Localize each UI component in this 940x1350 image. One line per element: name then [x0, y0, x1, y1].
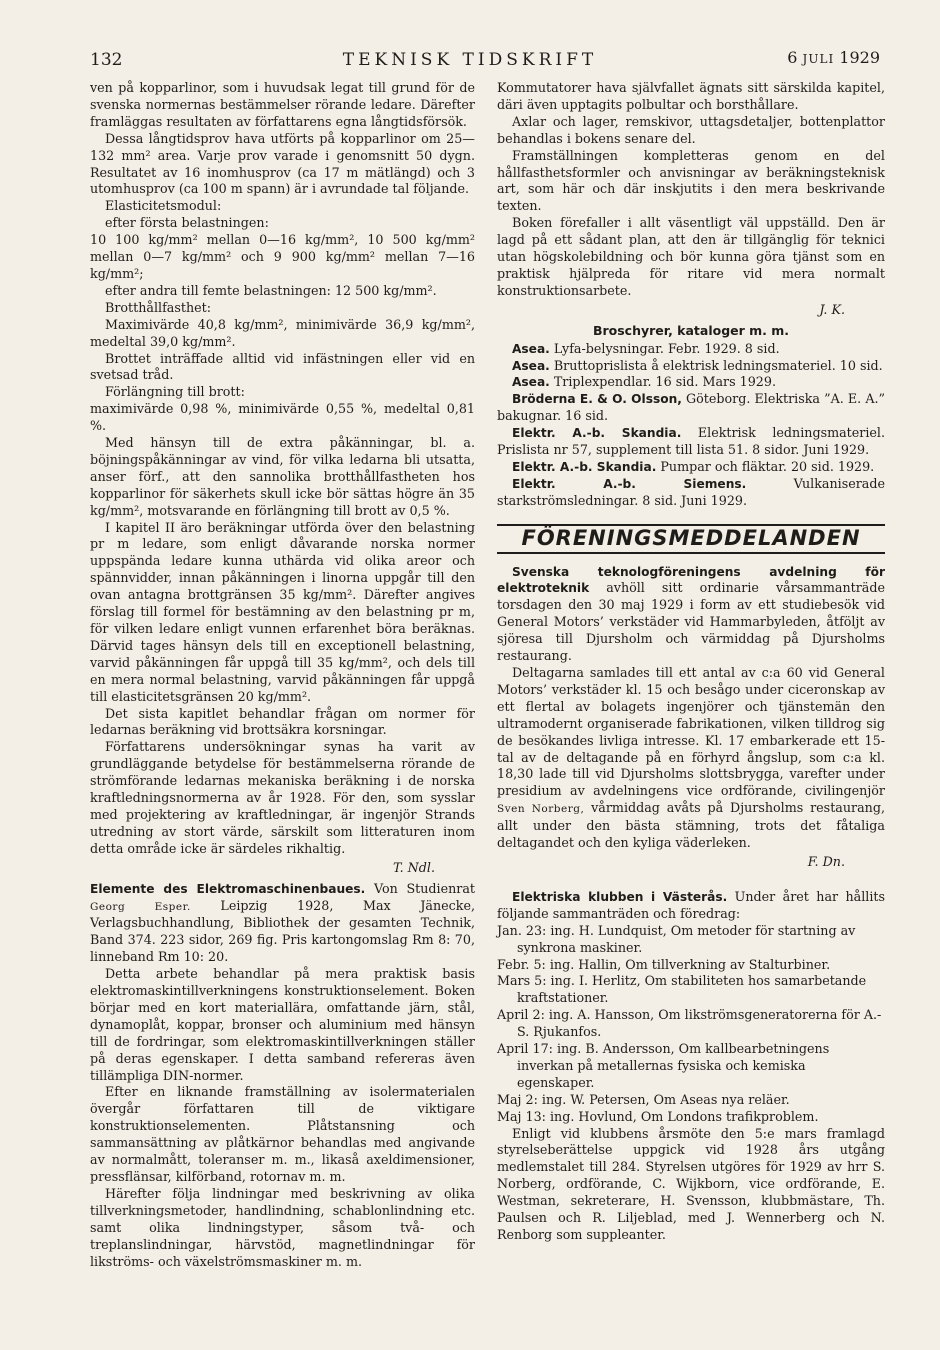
paragraph: Enligt vid klubbens årsmöte den 5:e mars framlagd styrelseberättelse uppgick vid 1928 års utgång medlemstalet till 284. Styrelsen utgöres för 1929 av hrr S. Norberg, ordförande, C. Wijkborn, vice ordförande, E. Westman, sekreterare, H. Svensson, klubbmästare, Th. Paulsen och R. Liljeblad, med J. Wennerberg och N. Renborg som suppleanter. [497, 1125, 885, 1242]
paragraph: Brottet inträffade alltid vid infästningen eller vid en svetsad tråd. [90, 350, 475, 383]
brochure-item [497, 358, 885, 375]
paragraph: efter första belastningen: [105, 215, 269, 231]
brochure-text: Vulkaniserade starkströmsledningar. 8 sid. Juni 1929. [497, 475, 885, 508]
paragraph [497, 665, 885, 852]
brochure-company: Elektr. A.-b. Skandia. [512, 459, 657, 474]
brochure-item [497, 459, 885, 476]
paragraph: Efter en liknande framställning av isolermaterialen övergår författaren till de viktigare konstruktionselementen. Plåtstansning och sammansättning av plåtkärnor behandlas med angivande av normalmått, toleranser m. m., likaså axeldimensioner, pressflänsar, kilförband, rotornav m. m. [90, 1084, 475, 1184]
list-item: Febr. 5: ing. Hallin, Om tillverkning av Stalturbiner. [497, 956, 831, 972]
society-heading: Svenska teknologföreningens avdelning för elektroteknik [497, 564, 885, 596]
paragraph: ven på kopparlinor, som i huvudsak legat till grund för de svenska normernas bestämmelser rörande ledare. Därefter framläggas resultaten av författarens egna långtidsförsök. [90, 80, 475, 129]
paragraph: Härefter följa lindningar med beskrivning av olika tillverkningsmetoder, handlindning, schablonlindning etc. samt olika lindningstyper, såsom två- och treplanslindningar, härvstöd, magnetlindningar för likströms- och växelströmsmaskiner m. m. [90, 1185, 475, 1269]
paragraph: Brotthållfasthet: [105, 299, 211, 315]
paragraph: Förlängning till brott: [105, 384, 245, 400]
paragraph: Med hänsyn till de extra påkänningar, bl. a. böjningspåkänningar av vind, för vilka ledarna bli utsatta, anser förf., att den sannolika brotthållfastheten hos kopparlinor för säkerhets skull icke bör sättas högre än 35 kg/mm², motsvarande en förlängning till brott av 0,5 %. [90, 435, 475, 518]
brochure-item [497, 391, 885, 425]
brochure-company: Asea. [512, 375, 550, 390]
paragraph: Dessa långtidsprov hava utförts på kopparlinor om 25—132 mm² area. Varje prov varade i genomsnitt 50 dygn. Resultatet av 16 inomhusprov (ca 17 m mätlängd) och 3 utomhusprov (ca 100 m spann) är i avrundade tal följande. [90, 130, 475, 197]
paragraph-text: vårmiddag avåts på Djursholms restaurang, allt under den bästa stämning, trots det fåtaliga deltagandet och den kyliga väderleken. [497, 800, 885, 851]
brochure-text: Elektrisk ledningsmateriel. Prislista nr 57, supplement till lista 51. 8 sidor. Juni 1929. [497, 425, 885, 458]
book-info: Von Studienrat [365, 880, 476, 896]
list-item: Mars 5: ing. I. Herlitz, Om stabiliteten hos samarbetande kraftstationer. [497, 973, 867, 1006]
book-info: Leipzig 1928, Max Jänecke, Verlagsbuchhandlung, Bibliothek der gesamten Technik, Band 374. 223 sidor, 269 fig. Pris kartongomslag Rm 8: 70, linneband Rm 10: 20. [90, 897, 475, 965]
brochure-item [497, 341, 885, 358]
brochure-list [497, 341, 885, 510]
brochure-item [497, 476, 885, 510]
paragraph: Elasticitetsmodul: [105, 198, 222, 214]
paragraph: efter andra till femte belastningen: 12 500 kg/mm². [105, 282, 437, 298]
list-item: April 17: ing. B. Andersson, Om kallbearbetningens inverkan på metallernas fysiska och kemiska egenskaper. [497, 1041, 830, 1090]
brochure-text: Lyfa-belysningar. Febr. 1929. 8 sid. [549, 340, 780, 356]
brochure-company: Asea. [512, 341, 550, 356]
brochure-company: Bröderna E. & O. Olsson, [512, 392, 682, 407]
paragraph-text: Under året har hållits följande sammanträden och föredrag: [497, 888, 885, 921]
paragraph: Framställningen kompletteras genom en del hållfasthetsformler och anvisningar av beräkningsteknisk art, som här och där inskjutits i den mera beskrivande texten. [497, 147, 885, 214]
paragraph: Författarens undersökningar synas ha varit av grundläggande betydelse för bestämmelserna rörande de strömförande ledarnas mekaniska beräkning i de norska kraftledningsnormerna av år 1928. För den, som sysslar med projektering av kraftledningar, är ingenjör Strands utredning av stort värde, särskilt som litteraturen inom detta område icke är särdeles rikhaltig. [90, 739, 475, 856]
section-banner [497, 524, 885, 554]
signature: F. Dn. [807, 853, 845, 869]
list-item: Maj 13: ing. Hovlund, Om Londons trafikproblem. [497, 1108, 819, 1124]
date-day: 6 [787, 48, 798, 67]
paragraph [497, 889, 885, 923]
paragraph: Det sista kapitlet behandlar frågan om normer för ledarnas beräkning vid brottsäkra korsningar. [90, 705, 475, 738]
right-column [497, 80, 885, 1244]
brochure-text: Triplexpendlar. 16 sid. Mars 1929. [549, 374, 776, 390]
club-heading: Elektriska klubben i Västerås. [512, 889, 728, 904]
book-author: Georg Esper. [90, 900, 191, 913]
brochure-item [497, 425, 885, 459]
paragraph: maximivärde 0,98 %, minimivärde 0,55 %, medeltal 0,81 %. [90, 401, 475, 434]
book-title: Elemente des Elektromaschinenbaues. [90, 881, 366, 896]
person-name: Sven Norberg, [497, 803, 585, 816]
paragraph: Detta arbete behandlar på mera praktisk basis elektromaskintillverkningens konstruktionselement. Boken börjar med en kort materiallära, omfattande järn, stål, dynamoplåt, koppar, bronser och aluminium med hänsyn till de fordringar, som elektromaskintillverkningen ställer på deras egenskaper. I detta samband refereras även tillämpliga DIN-normer. [90, 966, 475, 1083]
date-month: JULI [802, 52, 835, 66]
paragraph: Kommutatorer hava självfallet ägnats sitt särskilda kapitel, däri även upptagits polbultar och borsthållare. [497, 80, 885, 112]
page-header [0, 46, 940, 76]
paragraph: Axlar och lager, remskivor, uttagsdetaljer, bottenplattor behandlas i bokens senare del. [497, 113, 885, 146]
brochure-company: Elektr. A.-b. Siemens. [512, 476, 747, 491]
paragraph: 10 100 kg/mm² mellan 0—16 kg/mm², 10 500 kg/mm² mellan 0—7 kg/mm² och 9 900 kg/mm² mellan 7—16 kg/mm²; [90, 232, 475, 281]
paragraph [497, 564, 885, 665]
journal-title: TEKNISK TIDSKRIFT [342, 50, 598, 70]
paragraph: Maximivärde 40,8 kg/mm², minimivärde 36,9 kg/mm², medeltal 39,0 kg/mm². [90, 316, 475, 349]
list-item: Jan. 23: ing. H. Lundquist, Om metoder för startning av synkrona maskiner. [497, 922, 856, 955]
brochure-company: Asea. [512, 358, 550, 373]
brochure-company: Elektr. A.-b. Skandia. [512, 426, 682, 441]
paragraph-text: avhöll sitt ordinarie vårsammanträde torsdagen den 30 maj 1929 i form av ett studiebesök vid General Motors’ verkstäder vid Hammarbyleden, åtföljt av sjöresa till Djursholm och värmiddag på Djursholms restaurang. [497, 580, 885, 664]
book-review-heading [90, 881, 475, 967]
signature: J. K. [819, 301, 845, 317]
meeting-list [497, 923, 885, 1126]
date-year: 1929 [839, 48, 880, 67]
page-number: 132 [90, 50, 123, 70]
list-item: April 2: ing. A. Hansson, Om likströmsgeneratorerna för A.-S. Rjukanfos. [497, 1007, 882, 1040]
signature: T. Ndl. [393, 859, 435, 875]
brochure-text: Göteborg. Elektriska ”A. E. A.” bakugnar. 16 sid. [497, 391, 885, 424]
issue-date [787, 48, 880, 67]
section-title: FÖRENINGSMEDDELANDEN [521, 525, 861, 550]
brochure-text: Bruttoprislista å elektrisk ledningsmateriel. 10 sid. [549, 357, 883, 373]
list-item: Maj 2: ing. W. Petersen, Om Aseas nya reläer. [497, 1091, 790, 1107]
left-column [90, 80, 475, 1270]
brochures-heading: Broschyrer, kataloger m. m. [592, 322, 790, 338]
paragraph: I kapitel II äro beräkningar utförda över den belastning pr m ledare, som enligt dåvarande norska normer uppspända ledare kunna uthärda vid olika areor och spännvidder, innan påkänningen i linorna uppgår till den ovan antagna brottgränsen 35 kg/mm². Därefter angives förslag till formel för bestämning av den belastning pr m, för vilken ledare enligt vunnen erfarenhet böra beräknas. Därvid tages hänsyn dels till en exceptionell belastning, varvid påkänningen får uppgå till 35 kg/mm², och dels till en mera normal belastning, varvid påkänningen får uppgå till elasticitetsgränsen 20 kg/mm². [90, 519, 475, 704]
brochure-text: Pumpar och fläktar. 20 sid. 1929. [656, 458, 875, 474]
brochure-item [497, 374, 885, 391]
paragraph: Boken förefaller i allt väsentligt väl uppställd. Den är lagd på ett sådant plan, att den är tillgänglig för teknici utan högskolebildning och bör kunna göra tjänst som en praktisk hjälpreda för ritare vid mera normalt konstruktionsarbete. [497, 215, 885, 298]
paragraph-text: Deltagarna samlades till ett antal av c:a 60 vid General Motors’ verkstäder kl. 15 och besågo under ciceronskap av ett flertal av bolagets ingenjörer och tjänstemän den ultramodernt organiserade fabrikationen, vilken tilldrog sig de besökandes livliga intresse. Kl. 17 embarkerade ett 15-tal av de deltagande på en förhyrd ångslup, som c:a kl. 18,30 lade till vid Djursholms slottsbrygga, varefter under presidium av avdelningens vice ordförande, civilingenjör [497, 665, 885, 799]
